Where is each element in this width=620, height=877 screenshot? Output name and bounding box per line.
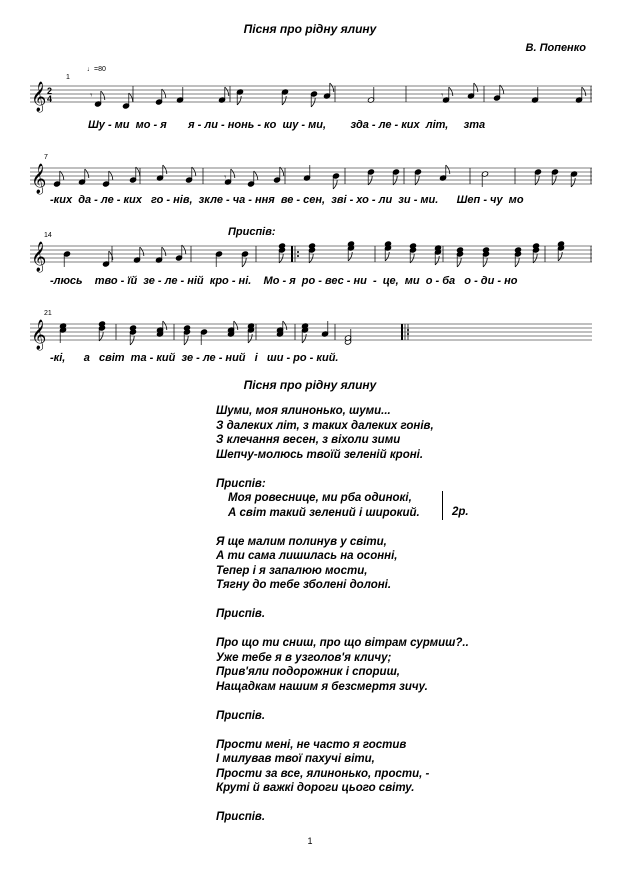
stanza-4 [216,738,556,796]
note-flag [309,254,313,263]
verse-line: Уже тебе я в узголов'я кличу; [216,651,392,664]
note-flag [140,247,144,256]
repeat-dot [407,333,409,335]
note-flag [234,321,238,330]
lyrics-line: Шу - ми мо - я я - ли - нонь - ко шу - ми, зда - ле - ких літ, зта [88,119,486,131]
note-flag [348,252,352,261]
chorus-label: Приспів: [216,477,266,490]
note-flag [248,334,252,343]
tempo-marking: ♩=80 [87,66,106,73]
repeat-dot [297,251,299,253]
verse-line: Прив'яли подорожник і спориш, [216,666,400,678]
note-flag [415,176,419,185]
note-flag [333,180,337,189]
verse-line: Я ще малим полинув у світи, [216,535,387,548]
treble-clef: 𝄞 [31,164,47,194]
note-flag [393,176,397,185]
eighth-rest: 𝄾 [224,172,227,182]
composer: В. Попенко [525,42,586,54]
treble-clef: 𝄞 [31,320,47,350]
note-flag [302,334,306,343]
time-signature: 4 [47,94,53,104]
lyrics-line: -ких да - ле - ких го - нів, зкле - ча - ння ве - сен, зві - хо - ли зи - ми. Шеп - чу мо [50,194,524,206]
staff-3 [30,238,592,278]
measure-number: 1 [66,74,70,81]
note-flag [163,165,167,174]
staff-system-2 [30,154,592,220]
note-flag [282,96,286,105]
note-flag [368,176,372,185]
note-flag [101,91,105,100]
staff-system-3 [30,226,592,298]
note-flag [535,176,539,185]
note-flag [85,169,89,178]
note-flag [279,254,283,263]
repeat-dot [297,255,299,257]
chorus-ref: Приспів. [216,811,266,823]
note-flag [225,87,229,96]
note-flag [446,165,450,174]
treble-clef: 𝄞 [31,82,47,112]
treble-clef: 𝄞 [31,242,47,272]
repeat-dot [407,329,409,331]
verse-line: І милував твої пахучі віти, [216,753,375,765]
lyrics-text [216,404,556,839]
score-title: Пісня про рідну ялину [243,22,377,36]
staff-4 [30,316,592,356]
staff-system-4 [30,310,592,376]
note-flag [237,96,241,105]
chorus-reference [216,607,556,622]
note-flag [571,178,575,187]
note-flag [474,83,478,92]
note-flag [129,93,133,102]
chorus-reference [216,810,556,825]
lyrics-line: -кі, а світ та - кий зе - ле - ний і ши - ро - кий. [50,352,339,364]
note-flag [410,254,414,263]
note-flag [130,336,134,345]
note-flag [231,169,235,178]
verse-line: Шуми, моя ялинонько, шуми... [216,405,391,417]
eighth-rest: 𝄾 [441,90,444,100]
note-flag [515,258,519,267]
chorus-line: Моя ровеснице, ми рба одинокі, [228,492,412,504]
note-flag [533,254,537,263]
note-flag [500,85,504,94]
note-flag [330,83,334,92]
note-flag [280,167,284,176]
note-flag [449,87,453,96]
verse-line: Прости за все, ялинонько, прости, - [216,767,430,780]
note-flag [162,247,166,256]
verse-line: Круті й важкі дороги цього світу. [216,782,415,794]
verse-line: Шепчу-молюсь твоїй зеленій кроні. [216,448,424,461]
note-flag [435,256,439,265]
note-flag [192,167,196,176]
measure-number: 14 [44,232,52,239]
note-flag [60,171,64,180]
note-flag [552,176,556,185]
verse-line: Про що ти сниш, про що вітрам сурмиш?.. [216,637,469,649]
verse-line: А ти сама лишилась на осонні, [216,550,398,562]
page-number: 1 [307,836,313,846]
repeat-bracket [442,491,443,520]
chorus-label: Приспів: [228,226,276,238]
note-flag [109,171,113,180]
note-flag [311,98,315,107]
chorus-line: А світ такий зелений і широкий. [228,506,420,519]
stanza-2 [216,535,556,593]
note-flag [558,252,562,261]
time-signature: 2 [47,86,53,96]
note-flag [582,87,586,96]
note-flag [136,167,140,176]
chorus-ref: Приспів. [216,608,266,620]
note-flag [254,171,258,180]
verse-line: З далеких літ, з таких далеких гонів, [216,419,434,432]
staff-system-1 [30,66,592,138]
note-flag [162,89,166,98]
note-flag [99,332,103,341]
note-flag [182,245,186,254]
note-flag [163,321,167,330]
text-title: Пісня про рідну ялину [243,378,377,392]
verse-line: Прости мені, не часто я гостив [216,738,407,751]
chorus-reference [216,709,556,724]
note-flag [283,321,287,330]
note-flag [385,252,389,261]
chorus-ref: Приспів. [216,709,266,722]
repeat-count: 2р. [452,506,469,518]
lyrics-line: -люсь тво - їй зе - ле - ній кро - ні. Мо - я ро - вес - ни - це, ми о - ба о - ди - но [50,275,518,287]
note-flag [483,258,487,267]
stanza-3 [216,636,556,694]
chorus [216,477,556,521]
eighth-rest: 𝄾 [90,90,93,100]
note-flag [242,258,246,267]
note-flag [184,336,188,345]
staff-1 [30,78,592,118]
note-flag [457,258,461,267]
stanza-1 [216,404,556,462]
measure-number: 21 [44,310,52,317]
measure-number: 7 [44,154,48,161]
verse-line: Тепер і я запалюю мости, [216,564,368,577]
verse-line: Нащадкам нашим я безсмертя зичу. [216,680,428,693]
verse-line: З клечання весен, з віхоли зими [216,434,401,446]
verse-line: Тягну до тебе зболені долоні. [216,579,392,591]
